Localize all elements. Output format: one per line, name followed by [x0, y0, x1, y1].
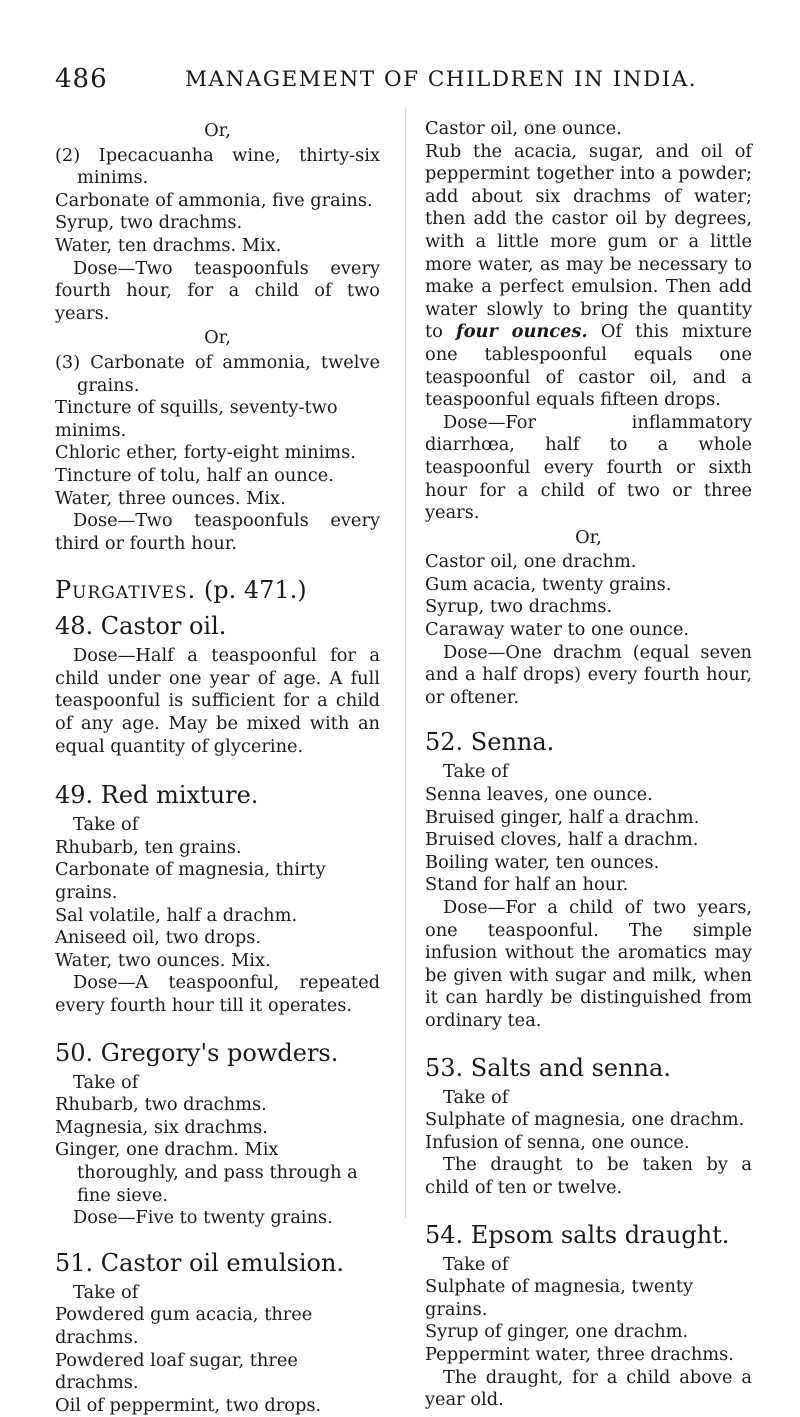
formula-line: Water, three ounces. Mix.: [55, 487, 286, 509]
ingredient-line: Senna leaves, one ounce.: [425, 784, 653, 806]
ingredient-line: Stand for half an hour.: [425, 874, 629, 896]
note-text: The draught to be taken by a child of ten or twelve.: [425, 1154, 752, 1198]
ingredient-line: Bruised ginger, half a drachm.: [425, 806, 700, 828]
ingredient-line: Powdered loaf sugar, three drachms.: [55, 1349, 298, 1394]
recipe-title: 52. Senna.: [425, 728, 555, 757]
dose-text: Dose—Five to twenty grains.: [73, 1207, 333, 1229]
take-of-label: Take of: [73, 814, 139, 836]
section-heading-purgatives: [55, 575, 380, 605]
ingredient-line: Water, two ounces. Mix.: [55, 949, 271, 971]
dose-text: Dose—Two teaspoonfuls every fourth hour, for a child of two years.: [55, 257, 380, 324]
formula-line: (3) Carbonate of ammonia, twelve grains.: [55, 351, 380, 396]
ingredient-line: Syrup of ginger, one drachm.: [425, 1321, 689, 1343]
recipe-title: 53. Salts and senna.: [425, 1053, 671, 1082]
ingredient-line: Sulphate of magnesia, twenty grains.: [425, 1276, 694, 1320]
ingredient-line: Gum acacia, twenty grains.: [425, 573, 672, 595]
ingredient-line: Castor oil, one ounce.: [425, 118, 622, 139]
quantity-emphasis: four ounces.: [456, 321, 588, 343]
dose-text: Dose—Half a teaspoonful for a child under one year of age. A full teaspoonful is sufficient for a child of any age. May be mixed with an equal quantity of glycerine.: [55, 645, 380, 757]
ingredient-line: Sulphate of magnesia, one drachm.: [425, 1109, 745, 1131]
or-separator: Or,: [204, 120, 231, 141]
ingredient-line: Caraway water to one ounce.: [425, 619, 690, 641]
method-text: [425, 141, 752, 412]
recipe-title: 49. Red mixture.: [55, 781, 259, 810]
or-separator: Or,: [204, 327, 231, 349]
or-separator: Or,: [575, 526, 602, 548]
formula-line: Water, ten drachms. Mix.: [55, 234, 282, 256]
recipe-title: 48. Castor oil.: [55, 612, 227, 641]
running-title: MANAGEMENT OF CHILDREN IN INDIA.: [185, 67, 698, 92]
dose-text: Dose—One drachm (equal seven and a half drops) every fourth hour, or oftener.: [425, 641, 752, 708]
dose-text: Dose—For a child of two years, one teaspoonful. The simple infusion without the aromatics may be given with sugar and milk, when it can hardly be distinguished from ordinary tea.: [425, 897, 752, 1031]
ingredient-line: Aniseed oil, two drops.: [55, 927, 262, 949]
recipe-title: 54. Epsom salts draught.: [425, 1220, 730, 1249]
column-divider: [405, 108, 406, 1218]
ingredient-line: Syrup, two drachms.: [425, 596, 613, 618]
page-number: 486: [55, 64, 108, 94]
recipe-title: 50. Gregory's powders.: [55, 1038, 339, 1067]
formula-line: Tincture of tolu, half an ounce.: [55, 464, 334, 486]
formula-line: Syrup, two drachms.: [55, 212, 243, 234]
dose-text: Dose—For inflammatory diarrhœa, half to a whole teaspoonful every fourth or sixth hour for a child of two or three years.: [425, 411, 752, 524]
formula-line: (2) Ipecacuanha wine, thirty-six minims.: [55, 144, 380, 189]
ingredient-line: Peppermint water, three drachms.: [425, 1343, 734, 1365]
take-of-label: Take of: [443, 761, 509, 783]
take-of-label: Take of: [443, 1086, 509, 1108]
ingredient-line: Infusion of senna, one ounce.: [425, 1131, 690, 1153]
dose-text: Dose—Two teaspoonfuls every third or fourth hour.: [55, 510, 380, 554]
left-column: [55, 118, 380, 1417]
take-of-label: Take of: [73, 1281, 139, 1303]
ingredient-line: Rhubarb, ten grains.: [55, 836, 242, 858]
purgatives-title: Purgatives.: [55, 576, 197, 605]
ingredient-line: Powdered gum acacia, three drachms.: [55, 1304, 313, 1348]
ingredient-line: Bruised cloves, half a drachm.: [425, 829, 699, 851]
ingredient-line: Oil of peppermint, two drops.: [55, 1394, 322, 1416]
note-text: The draught, for a child above a year old.: [425, 1366, 752, 1411]
ingredient-line: Boiling water, ten ounces.: [425, 851, 660, 873]
purgatives-page-ref: (p. 471.): [203, 576, 307, 605]
method-text-end: Of this mixture one tablespoonful equals one teaspoonful of castor oil, and a teaspoonful equals fifteen drops.: [425, 321, 752, 411]
ingredient-line: Castor oil, one drachm.: [425, 551, 637, 573]
method-text-start: Rub the acacia, sugar, and oil of peppermint together into a powder; add about six drachms of water; then add the castor oil by degrees, with a little more gum or a little more water, as may be necessary to make a perfect emulsion. Then add water slowly to bring the quantity to: [425, 140, 752, 343]
recipe-title: 51. Castor oil emulsion.: [55, 1248, 345, 1277]
ingredient-line: Ginger, one drachm. Mix thoroughly, and pass through a fine sieve.: [55, 1139, 358, 1206]
right-column: [425, 118, 752, 1412]
formula-line: Chloric ether, forty-eight minims.: [55, 442, 356, 464]
take-of-label: Take of: [443, 1253, 509, 1275]
ingredient-line: Carbonate of magnesia, thirty grains.: [55, 859, 326, 904]
formula-line: Carbonate of ammonia, five grains.: [55, 189, 373, 211]
ingredient-line: Sal volatile, half a drachm.: [55, 904, 298, 926]
formula-line: Tincture of squills, seventy-two minims.: [55, 397, 338, 441]
take-of-label: Take of: [73, 1071, 139, 1093]
dose-text: Dose—A teaspoonful, repeated every fourth hour till it operates.: [55, 972, 380, 1016]
ingredient-line: Rhubarb, two drachms.: [55, 1094, 267, 1116]
ingredient-line: Magnesia, six drachms.: [55, 1116, 268, 1138]
page-header: [0, 64, 800, 104]
